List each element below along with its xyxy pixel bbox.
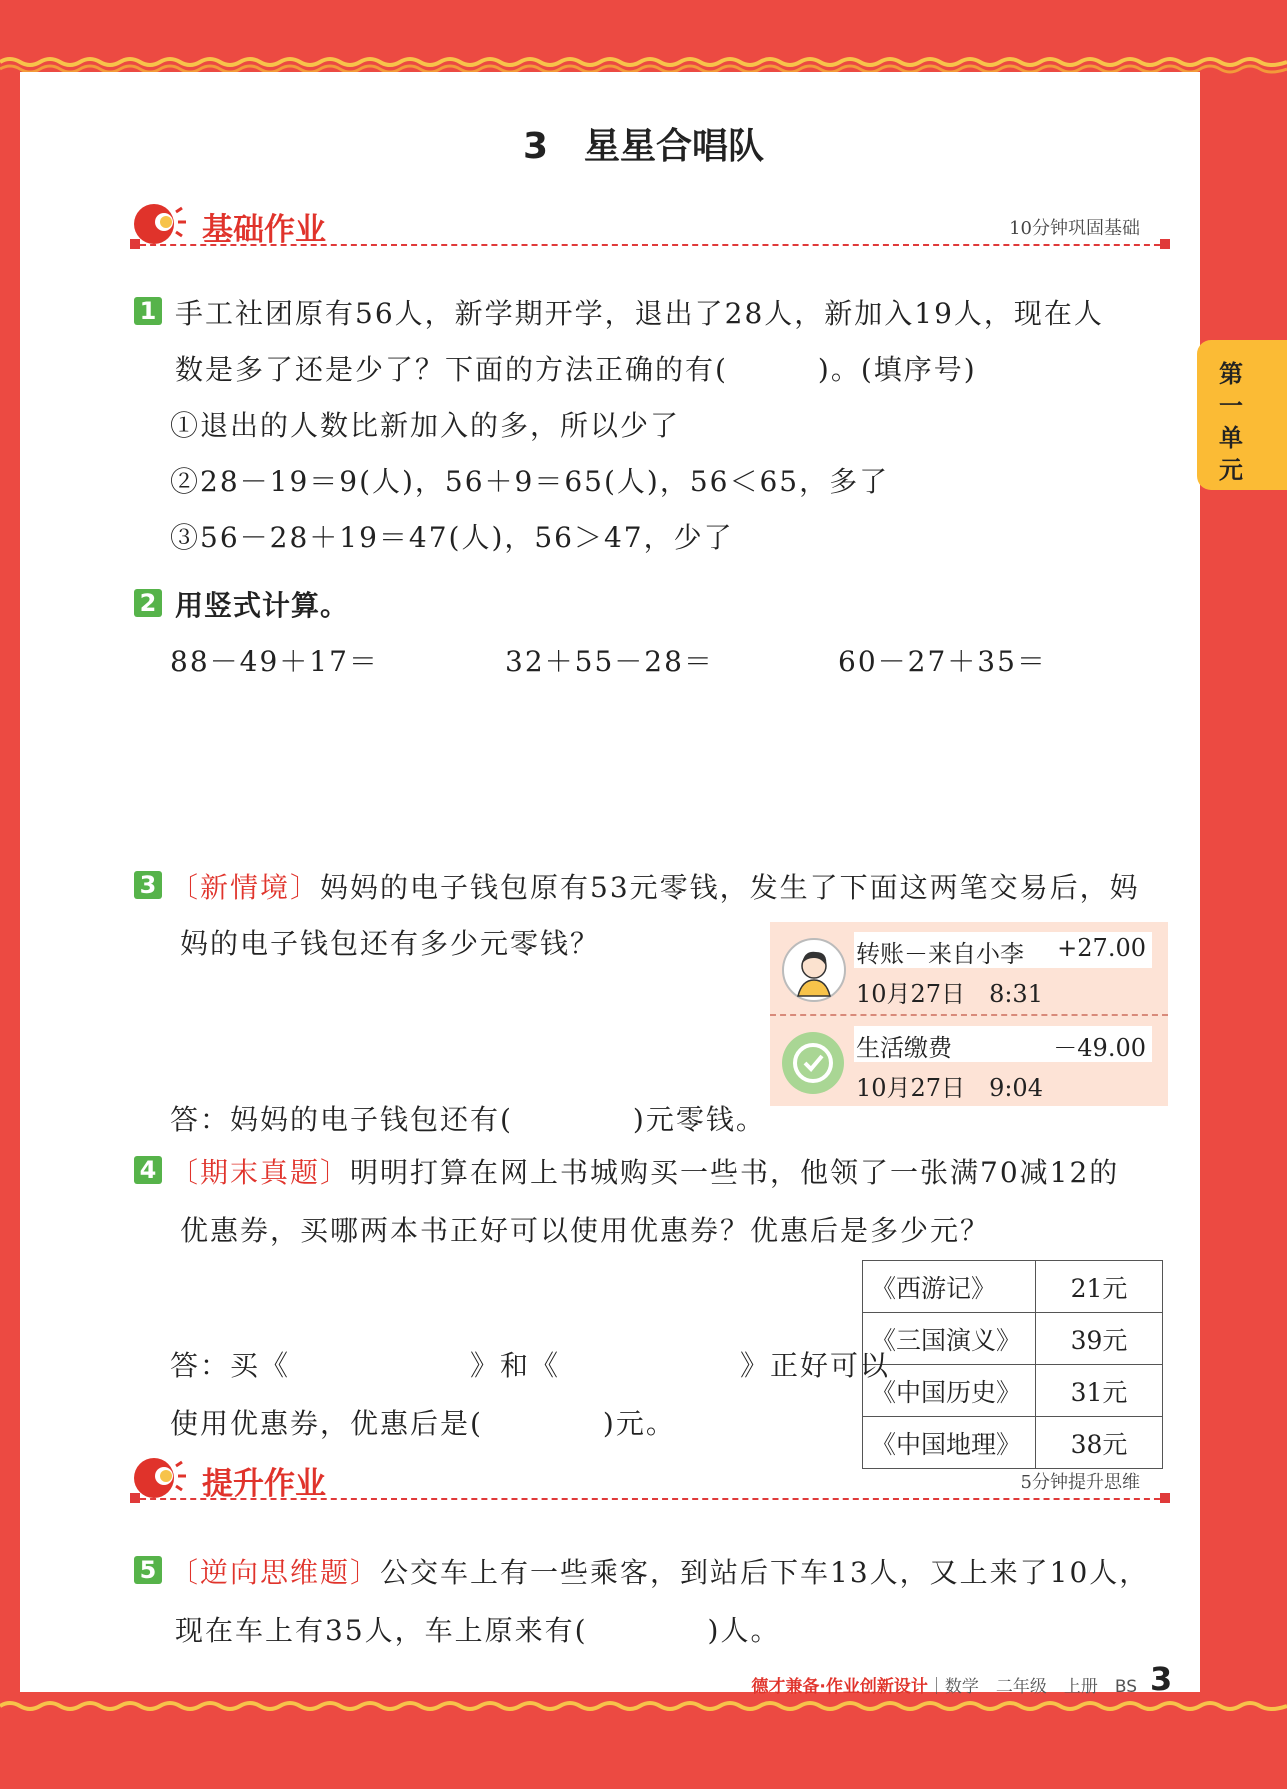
section-advanced-label: 提升作业 [202,1466,326,1502]
transaction2-time: 10月27日 9:04 [856,1074,1043,1102]
transaction2-label: 生活缴费 [856,1034,952,1062]
q4-answer-line2: 使用优惠券，优惠后是( )元。 [170,1407,676,1440]
q5-line1: 〔逆向思维题〕公交车上有一些乘客，到站后下车13人，又上来了10人， [170,1556,1150,1589]
table-row: 《三国演义》 39元 [863,1313,1163,1365]
q2-expression2: 32＋55－28＝ [505,645,714,678]
table-row: 《西游记》 21元 [863,1261,1163,1313]
wavy-border-bottom [0,1698,1287,1720]
transaction1-time: 10月27日 8:31 [856,980,1043,1008]
book-price-table [862,1260,1163,1469]
transaction-row [770,922,1168,1014]
question-number-2: 2 [134,589,162,617]
q4-line1: 〔期末真题〕明明打算在网上书城购买一些书，他领了一张满70减12的 [170,1156,1120,1189]
table-row: 《中国地理》 38元 [863,1417,1163,1469]
q4-answer-line1: 答：买《 》和《 》正好可以 [170,1349,891,1382]
question-number-1: 1 [134,297,162,325]
page-number: 3 [1150,1660,1173,1698]
q5-line2: 现在车上有35人，车上原来有( )人。 [175,1614,781,1647]
transaction1-amount: +27.00 [1057,934,1146,962]
q2-expression1: 88－49＋17＝ [170,645,379,678]
page-footer [751,1672,1137,1697]
section-basic-label: 基础作业 [202,212,326,248]
section-advanced-header [130,1452,1170,1512]
q3-tag: 〔新情境〕 [170,871,321,904]
q4-line2: 优惠券，买哪两本书正好可以使用优惠券？优惠后是多少元？ [180,1214,991,1247]
wallet-transactions-card [770,922,1168,1106]
footer-brand: 德才兼备·作业创新设计 [751,1677,928,1697]
unit-tab-label: 第一单元 [1219,360,1243,484]
transaction1-label: 转账－来自小李 [856,940,1024,968]
q3-line1: 〔新情境〕妈妈的电子钱包原有53元零钱，发生了下面这两笔交易后，妈 [170,871,1140,904]
section-basic-subtitle: 10分钟巩固基础 [1009,218,1140,239]
q1-line1: 手工社团原有56人，新学期开学，退出了28人，新加入19人，现在人 [175,297,1104,330]
q5-tag: 〔逆向思维题〕 [170,1556,381,1589]
q4-tag: 〔期末真题〕 [170,1156,351,1189]
question-number-5: 5 [134,1556,162,1584]
q1-line2: 数是多了还是少了？下面的方法正确的有( )。(填序号) [175,353,977,386]
question-number-3: 3 [134,871,162,899]
section-divider [130,244,1170,246]
q3-line2: 妈的电子钱包还有多少元零钱？ [180,927,601,960]
footer-info: ｜数学 二年级 上册 BS [927,1677,1137,1697]
section-basic-header [130,198,1170,258]
section-divider [130,1498,1170,1500]
table-row: 《中国历史》 31元 [863,1365,1163,1417]
page-title: 3 星星合唱队 [522,126,765,167]
q1-option1: ①退出的人数比新加入的多，所以少了 [170,409,681,442]
transaction2-amount: －49.00 [1053,1034,1146,1062]
q1-option3: ③56－28＋19＝47(人)，56＞47，少了 [170,521,734,554]
q2-prompt: 用竖式计算。 [175,589,350,622]
unit-tab [1197,340,1287,490]
q1-option2: ②28－19＝9(人)，56＋9＝65(人)，56＜65，多了 [170,465,890,498]
avatar [782,938,846,1002]
payment-check-icon [782,1032,844,1094]
question-number-4: 4 [134,1156,162,1184]
q3-answer: 答：妈妈的电子钱包还有( )元零钱。 [170,1103,766,1136]
q2-expression3: 60－27＋35＝ [838,645,1047,678]
person-icon [784,940,844,1000]
transaction-row [770,1014,1168,1108]
section-advanced-subtitle: 5分钟提升思维 [1020,1472,1140,1493]
